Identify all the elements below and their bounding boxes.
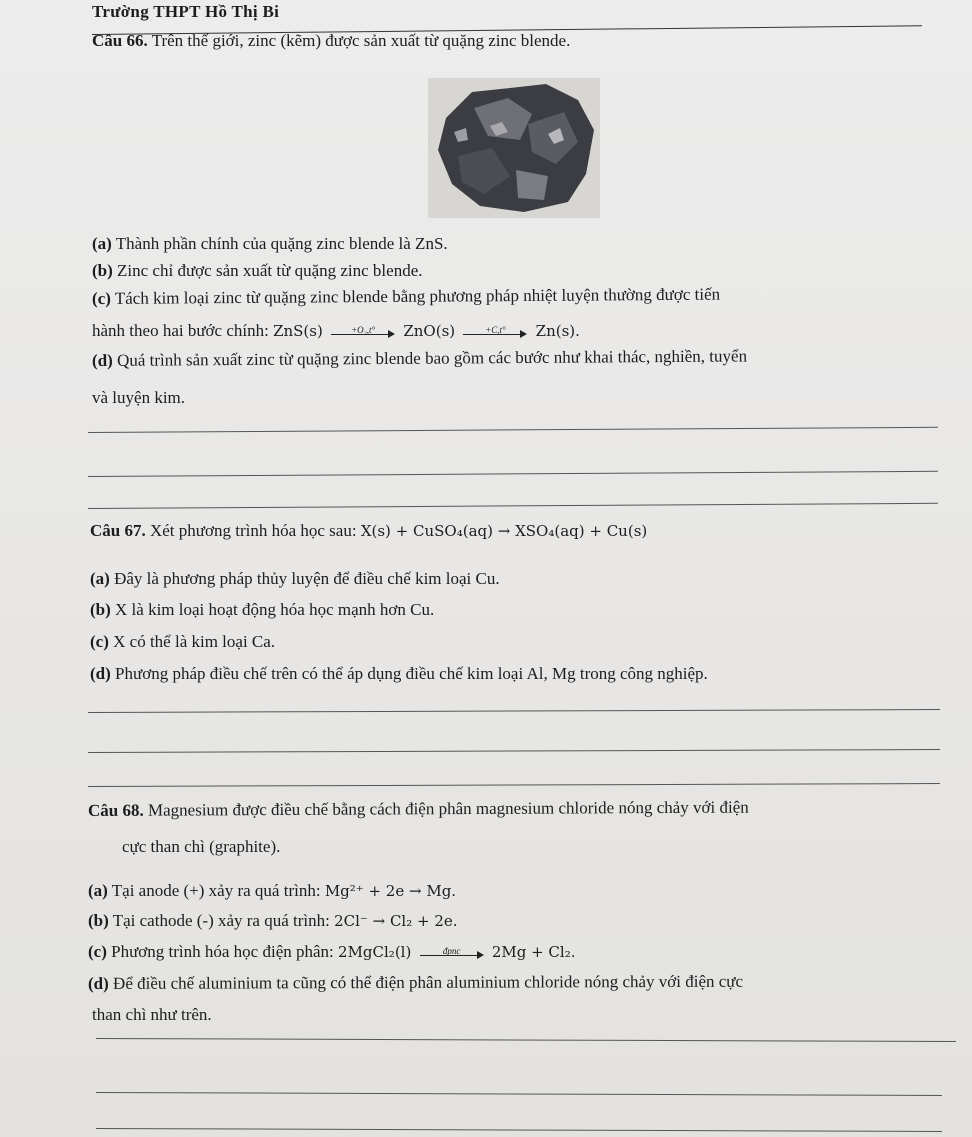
q67-option-b: (b) X là kim loại hoạt động hóa học mạnh hơn Cu. xyxy=(90,600,435,619)
q66-title: Câu 66. xyxy=(92,31,148,50)
q66-stem xyxy=(92,30,570,52)
q67-equation: X(s) + CuSO₄(aq) → XSO₄(aq) + Cu(s) xyxy=(360,522,648,540)
reaction-arrow: +O₂,t° xyxy=(331,325,395,339)
reaction-arrow: +C,t° xyxy=(463,325,527,339)
q67-title: Câu 67. xyxy=(90,521,146,540)
q66-option-c-cont: hành theo hai bước chính: ZnS(s) +O₂,t° ZnO(s) +C,t° Zn(s). xyxy=(92,321,580,340)
answer-line xyxy=(88,709,940,713)
q68-option-a: (a) Tại anode (+) xảy ra quá trình: Mg²⁺ + 2e → Mg. xyxy=(88,881,457,900)
q66-option-a: (a) Thành phần chính của quặng zinc blende là ZnS. xyxy=(92,234,448,253)
q68-option-d: (d) Để điều chế aluminium ta cũng có thể điện phân aluminium chloride nóng chảy với điện cực xyxy=(87,971,744,993)
q68-option-d-cont: than chì như trên. xyxy=(92,1005,212,1024)
q68-title: Câu 68. xyxy=(87,800,144,820)
answer-line xyxy=(96,1128,942,1132)
answer-line xyxy=(96,1038,956,1042)
answer-line xyxy=(88,471,938,477)
answer-line xyxy=(88,427,938,433)
electrolysis-arrow: đpnc xyxy=(420,946,484,960)
q68-stem-cont: cực than chì (graphite). xyxy=(122,837,281,856)
q66-option-c: (c) Tách kim loại zinc từ quặng zinc blende bằng phương pháp nhiệt luyện thường được tiến xyxy=(91,284,721,308)
answer-line xyxy=(88,783,940,787)
answer-line xyxy=(88,503,938,509)
q66-option-d: (d) Quá trình sản xuất zinc từ quặng zinc blende bao gồm các bước như khai thác, nghiền, tuyển xyxy=(91,346,748,370)
zinc-blende-ore-image xyxy=(428,78,600,218)
q67-stem xyxy=(90,520,647,542)
ore-rock-icon xyxy=(428,78,600,218)
answer-line xyxy=(88,749,940,753)
q66-option-d-cont: và luyện kim. xyxy=(92,388,186,407)
answer-line xyxy=(96,1092,942,1096)
q68-stem xyxy=(88,797,749,822)
q67-text: Xét phương trình hóa học sau: xyxy=(149,521,357,540)
q66-text: Trên thế giới, zinc (kẽm) được sản xuất từ quặng zinc blende. xyxy=(151,31,571,50)
q67-option-d: (d) Phương pháp điều chế trên có thể áp dụng điều chế kim loại Al, Mg trong công nghiệp. xyxy=(90,664,708,683)
q68-option-b: (b) Tại cathode (-) xảy ra quá trình: 2Cl⁻ → Cl₂ + 2e. xyxy=(88,911,458,930)
q67-option-a: (a) Đây là phương pháp thủy luyện để điều chế kim loại Cu. xyxy=(90,569,500,588)
school-name: Trường THPT Hồ Thị Bi xyxy=(92,2,280,21)
q68-text: Magnesium được điều chế bằng cách điện phân magnesium chloride nóng chảy với điện xyxy=(147,797,749,820)
q66-option-b: (b) Zinc chỉ được sản xuất từ quặng zinc blende. xyxy=(92,261,423,280)
q68-option-c: (c) Phương trình hóa học điện phân: 2MgCl₂(l) đpnc 2Mg + Cl₂. xyxy=(88,942,576,961)
q67-option-c: (c) X có thể là kim loại Ca. xyxy=(90,632,276,651)
